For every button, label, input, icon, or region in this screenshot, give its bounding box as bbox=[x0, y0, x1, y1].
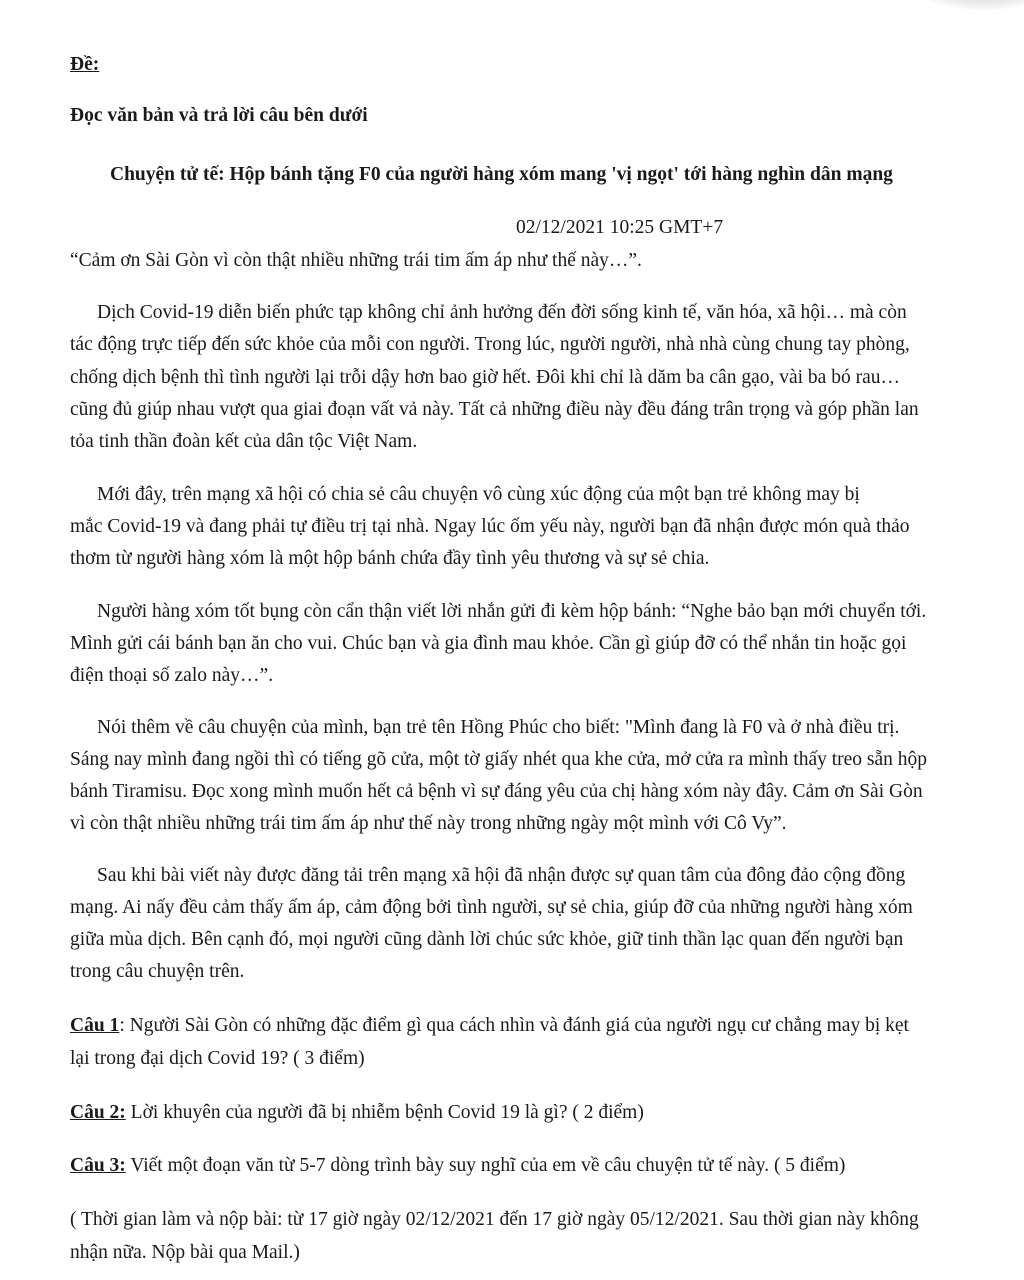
paragraph-line: giữa mùa dịch. Bên cạnh đó, mọi người cũng dành lời chúc sức khỏe, giữ tinh thần lạc quan đến người bạn bbox=[70, 929, 904, 950]
instruction: Đọc văn bản và trả lời câu bên dưới bbox=[70, 105, 368, 126]
paragraph-line: Sáng nay mình đang ngồi thì có tiếng gõ cửa, một tờ giấy nhét qua khe cửa, mở cửa ra mình thấy treo sẵn hộp bbox=[70, 749, 928, 770]
paragraph-line: trong câu chuyện trên. bbox=[70, 961, 245, 982]
question-line bbox=[70, 1014, 909, 1038]
question-line bbox=[70, 1154, 845, 1178]
paragraph-line: chống dịch bệnh thì tình người lại trỗi dậy hơn bao giờ hết. Đôi khi chỉ là dăm ba cân gạo, vài ba bó rau… bbox=[70, 367, 900, 388]
paragraph-line: cũng đủ giúp nhau vượt qua giai đoạn vất vả này. Tất cả những điều này đều đáng trân trọng và góp phần lan bbox=[70, 399, 919, 420]
question-label: Câu 1 bbox=[70, 1015, 120, 1036]
question-text: Người Sài Gòn có những đặc điểm gì qua cách nhìn và đánh giá của người ngụ cư chẳng may bị kẹt bbox=[124, 1015, 909, 1036]
question-label: Câu 3: bbox=[70, 1155, 126, 1176]
paragraph-line: thơm từ người hàng xóm là một hộp bánh chứa đầy tình yêu thương và sự sẻ chia. bbox=[70, 548, 710, 569]
paragraph-line: tác động trực tiếp đến sức khỏe của mỗi con người. Trong lúc, người người, nhà nhà cùng chung tay phòng, bbox=[70, 334, 910, 355]
note-line: nhận nữa. Nộp bài qua Mail.) bbox=[70, 1242, 300, 1263]
paragraph-line: Sau khi bài viết này được đăng tải trên mạng xã hội đã nhận được sự quan tâm của đông đảo cộng đồng bbox=[97, 865, 906, 886]
paragraph-line: mắc Covid-19 và đang phải tự điều trị tại nhà. Ngay lúc ốm yếu này, người bạn đã nhận được món quà thảo bbox=[70, 516, 910, 537]
dateline: 02/12/2021 10:25 GMT+7 bbox=[516, 217, 724, 238]
paragraph-line: tỏa tinh thần đoàn kết của dân tộc Việt Nam. bbox=[70, 431, 418, 452]
question-line bbox=[70, 1101, 644, 1125]
paragraph-line: Mình gửi cái bánh bạn ăn cho vui. Chúc bạn và gia đình mau khỏe. Cần gì giúp đỡ có thể nhắn tin hoặc gọi bbox=[70, 633, 907, 654]
paragraph-line: Người hàng xóm tốt bụng còn cẩn thận viết lời nhắn gửi đi kèm hộp bánh: “Nghe bảo bạn mới chuyển tới. bbox=[97, 601, 927, 622]
question-label: Câu 2: bbox=[70, 1102, 126, 1123]
article-title: Chuyện tử tế: Hộp bánh tặng F0 của người hàng xóm mang 'vị ngọt' tới hàng nghìn dân mạng bbox=[110, 164, 893, 185]
paragraph-line: vì còn thật nhiều những trái tim ấm áp như thế này trong những ngày một mình với Cô Vy”. bbox=[70, 813, 787, 834]
paragraph-line: bánh Tiramisu. Đọc xong mình muốn hết cả bệnh vì sự đáng yêu của chị hàng xóm này đây. Cảm ơn Sài Gòn bbox=[70, 781, 923, 802]
lead-quote: “Cảm ơn Sài Gòn vì còn thật nhiều những trái tim ấm áp như thế này…”. bbox=[70, 250, 642, 271]
paragraph-line: Nói thêm về câu chuyện của mình, bạn trẻ tên Hồng Phúc cho biết: "Mình đang là F0 và ở nhà điều trị. bbox=[97, 717, 900, 738]
paragraph-line: Mới đây, trên mạng xã hội có chia sẻ câu chuyện vô cùng xúc động của một bạn trẻ không may bị bbox=[97, 484, 860, 505]
paragraph-line: Dịch Covid-19 diễn biến phức tạp không chỉ ảnh hưởng đến đời sống kinh tế, văn hóa, xã hội… mà còn bbox=[97, 302, 907, 323]
paragraph-line: mạng. Ai nấy đều cảm thấy ấm áp, cảm động bởi tình người, sự sẻ chia, giúp đỡ của những người hàng xóm bbox=[70, 897, 913, 918]
question-separator: : bbox=[119, 1015, 125, 1036]
paragraph-line: điện thoại số zalo này…”. bbox=[70, 665, 274, 686]
question-text: Lời khuyên của người đã bị nhiễm bệnh Covid 19 là gì? ( 2 điểm) bbox=[125, 1102, 644, 1123]
note-line: ( Thời gian làm và nộp bài: từ 17 giờ ngày 02/12/2021 đến 17 giờ ngày 05/12/2021. Sau thời gian này không bbox=[70, 1209, 919, 1230]
exam-label: Đề: bbox=[70, 54, 100, 75]
question-text: Viết một đoạn văn từ 5-7 dòng trình bày suy nghĩ của em về câu chuyện tử tế này. ( 5 điểm) bbox=[125, 1155, 846, 1176]
question-line: lại trong đại dịch Covid 19? ( 3 điểm) bbox=[70, 1048, 365, 1069]
